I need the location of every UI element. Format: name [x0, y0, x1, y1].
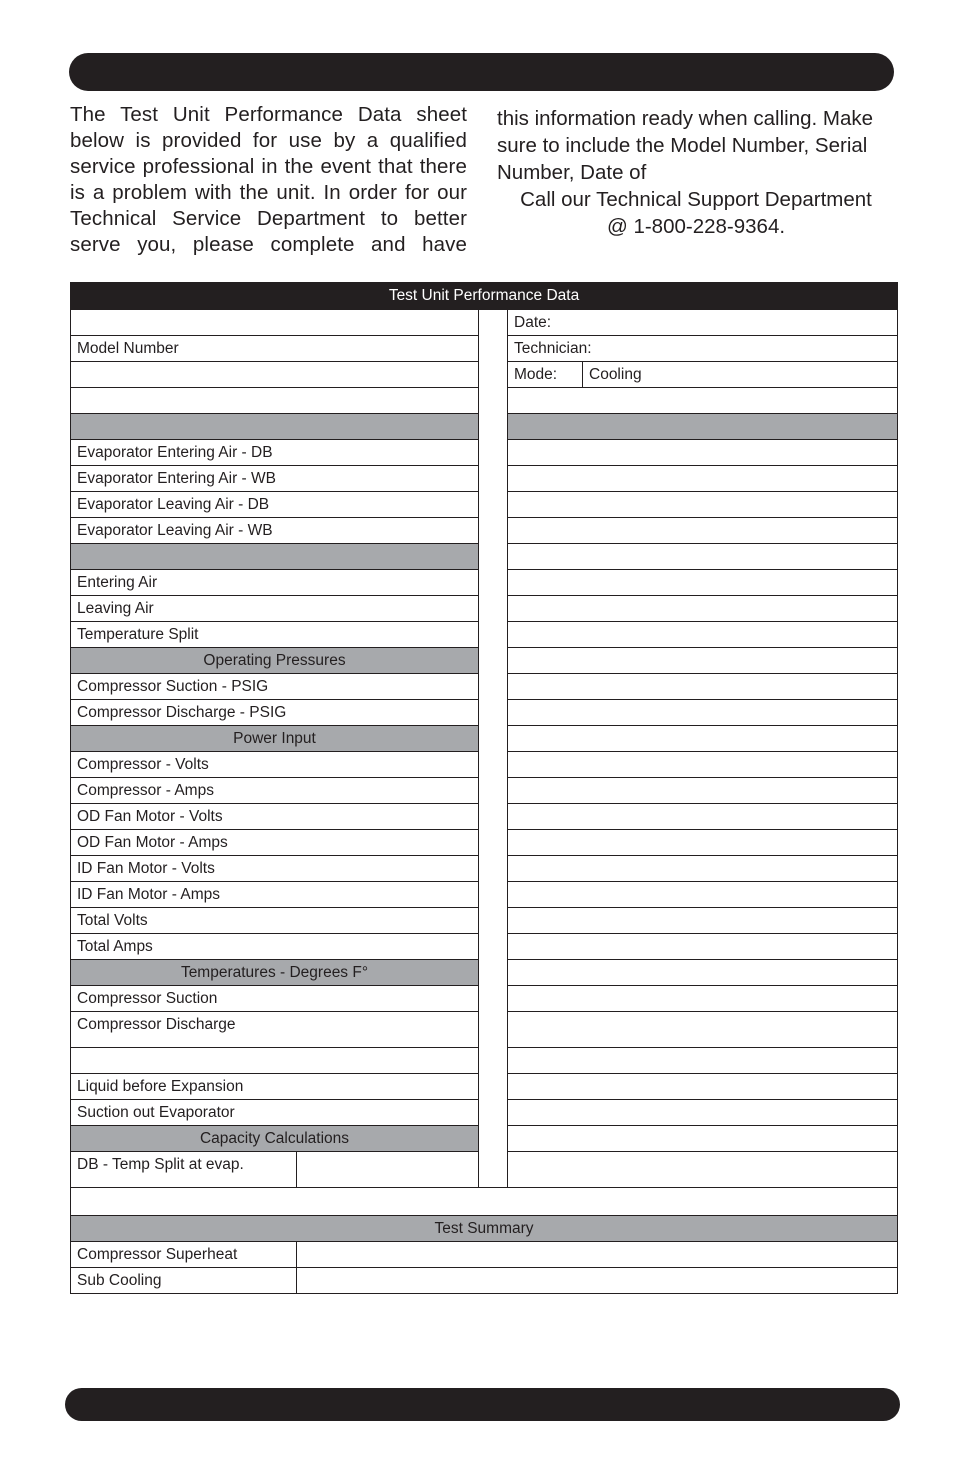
row-label: Suction out Evaporator: [71, 1100, 479, 1126]
blank-cell[interactable]: [71, 388, 479, 414]
row-label: Sub Cooling: [71, 1268, 297, 1294]
value-cell[interactable]: [508, 440, 898, 466]
row-label: ID Fan Motor - Amps: [71, 882, 479, 908]
footer-banner: [65, 1388, 900, 1421]
table-title-row: [71, 283, 898, 310]
row-label: Entering Air: [71, 570, 479, 596]
row-label: Evaporator Leaving Air - DB: [71, 492, 479, 518]
row-label: OD Fan Motor - Amps: [71, 830, 479, 856]
intro-line: The Test Unit Performance Data sheet: [70, 103, 467, 126]
value-cell[interactable]: [508, 1074, 898, 1100]
table-row: [71, 310, 898, 336]
value-cell[interactable]: [508, 804, 898, 830]
row-label: Total Amps: [71, 934, 479, 960]
support-line: Call our Technical Support Department: [520, 188, 872, 211]
row-label: Temperature Split: [71, 622, 479, 648]
technician-label: Technician:: [514, 339, 592, 357]
row-label: ID Fan Motor - Volts: [71, 856, 479, 882]
row-label: Compressor Superheat: [71, 1242, 297, 1268]
model-number-label: Model Number: [77, 339, 179, 357]
intro-line: service professional in the event that there: [70, 155, 467, 178]
intro-line: Technical Service Department to better: [70, 207, 467, 230]
intro-line: serve you, please complete and have: [70, 233, 467, 256]
technician-field[interactable]: [508, 336, 898, 362]
row-label: Evaporator Leaving Air - WB: [71, 518, 479, 544]
value-cell[interactable]: [508, 778, 898, 804]
support-phone: @ 1-800-228-9364.: [606, 215, 786, 238]
section-header-operating-pressures: Operating Pressures: [71, 648, 479, 674]
mode-value[interactable]: Cooling: [583, 362, 898, 388]
header-banner: [69, 53, 894, 91]
intro-line: Number, Date of: [497, 161, 647, 184]
section-header-test-summary: Test Summary: [71, 1216, 898, 1242]
value-cell[interactable]: [508, 882, 898, 908]
row-label: Liquid before Expansion: [71, 1074, 479, 1100]
row-label: Evaporator Entering Air - WB: [71, 466, 479, 492]
value-cell[interactable]: [508, 1152, 898, 1188]
value-cell[interactable]: [508, 908, 898, 934]
row-label: Compressor - Volts: [71, 752, 479, 778]
value-cell[interactable]: [297, 1242, 898, 1268]
row-label: Evaporator Entering Air - DB: [71, 440, 479, 466]
value-cell[interactable]: [508, 856, 898, 882]
model-number-field[interactable]: [71, 336, 479, 362]
value-cell[interactable]: [508, 1100, 898, 1126]
section-header-blank: [71, 544, 479, 570]
value-cell[interactable]: [508, 1012, 898, 1048]
value-cell[interactable]: [508, 570, 898, 596]
intro-paragraph-left: [70, 102, 467, 258]
section-header-power-input: Power Input: [71, 726, 479, 752]
table-row: [71, 1242, 898, 1268]
value-cell[interactable]: [508, 752, 898, 778]
row-label: Compressor Discharge: [71, 1012, 479, 1048]
value-cell[interactable]: [508, 544, 898, 570]
value-cell[interactable]: [508, 960, 898, 986]
value-cell[interactable]: [297, 1152, 479, 1188]
blank-cell[interactable]: [71, 1188, 898, 1216]
intro-line: is a problem with the unit. In order for our: [70, 181, 467, 204]
table-title: Test Unit Performance Data: [71, 283, 898, 310]
row-label: Compressor Suction: [71, 986, 479, 1012]
value-cell[interactable]: [508, 518, 898, 544]
row-label: OD Fan Motor - Volts: [71, 804, 479, 830]
blank-cell[interactable]: [71, 362, 479, 388]
value-cell[interactable]: [508, 1048, 898, 1074]
value-cell[interactable]: [508, 1126, 898, 1152]
value-cell[interactable]: [508, 622, 898, 648]
intro-line: below is provided for use by a qualified: [70, 129, 467, 152]
performance-data-table: [70, 282, 898, 1294]
intro-line: this information ready when calling. Make: [497, 107, 874, 130]
blank-cell[interactable]: [508, 388, 898, 414]
intro-line: sure to include the Model Number, Serial: [497, 134, 868, 157]
table-row: [71, 1188, 898, 1216]
row-label: Total Volts: [71, 908, 479, 934]
value-cell[interactable]: [508, 700, 898, 726]
value-cell[interactable]: [508, 466, 898, 492]
row-label: DB - Temp Split at evap.: [71, 1152, 297, 1188]
mode-label: Mode:: [508, 362, 583, 388]
section-header-capacity: Capacity Calculations: [71, 1126, 479, 1152]
date-label: Date:: [514, 313, 552, 331]
section-header-temperatures: Temperatures - Degrees F°: [71, 960, 479, 986]
column-gap: [479, 310, 508, 1188]
row-label: Compressor Discharge - PSIG: [71, 700, 479, 726]
value-cell[interactable]: [508, 492, 898, 518]
value-cell[interactable]: [297, 1268, 898, 1294]
row-label: Compressor Suction - PSIG: [71, 674, 479, 700]
section-header-blank: [508, 414, 898, 440]
row-label: Compressor - Amps: [71, 778, 479, 804]
value-cell[interactable]: [508, 726, 898, 752]
value-cell[interactable]: [508, 986, 898, 1012]
row-label: Leaving Air: [71, 596, 479, 622]
blank-cell[interactable]: [71, 1048, 479, 1074]
section-header-blank: [71, 414, 479, 440]
value-cell[interactable]: [508, 934, 898, 960]
date-field[interactable]: [508, 310, 898, 336]
value-cell[interactable]: [508, 596, 898, 622]
value-cell[interactable]: [508, 830, 898, 856]
value-cell[interactable]: [508, 674, 898, 700]
table-row: [71, 1268, 898, 1294]
blank-cell[interactable]: [71, 310, 479, 336]
section-row: [71, 1216, 898, 1242]
value-cell[interactable]: [508, 648, 898, 674]
intro-paragraph-right: [497, 105, 895, 240]
